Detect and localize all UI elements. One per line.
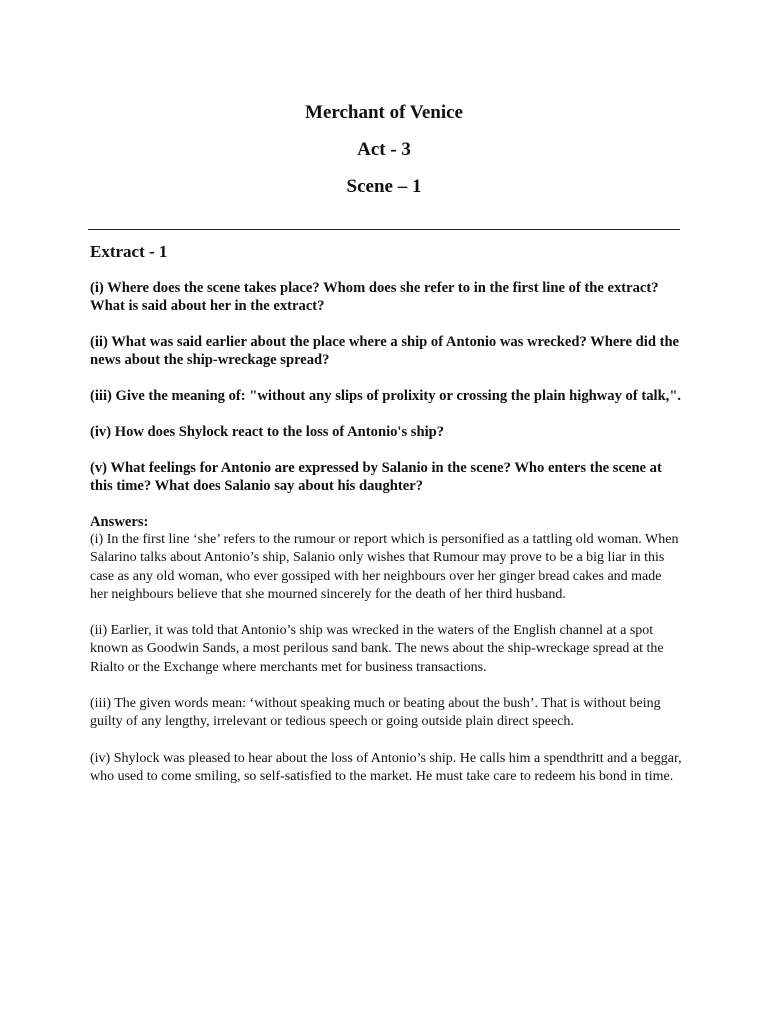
question-2: (ii) What was said earlier about the place where a ship of Antonio was wrecked? Where did the news about the ship-wreckage spread? [90, 334, 680, 368]
answer-4: (iv) Shylock was pleased to hear about the loss of Antonio’s ship. He calls him a spendthritt and a beggar, who used to come smiling, so self-satisfied to the market. He must take care to redeem his bond in time. [90, 750, 682, 784]
answer-1: (i) In the first line ‘she’ refers to the rumour or report which is personified as a tattling old woman. When Salarino talks about Antonio’s ship, Salanio only wishes that Rumour may prove to be a big liar in this case as any old woman, who ever gossiped with her neighbours over her ginger bread cakes and made her neighbours believe that she mourned sincerely for the death of her third husband. [90, 532, 679, 602]
question-3: (iii) Give the meaning of: "without any slips of prolixity or crossing the plain highway of talk,". [90, 388, 682, 404]
scene-heading: Scene – 1 [346, 176, 422, 197]
act-heading: Act - 3 [357, 139, 411, 160]
horizontal-rule [88, 229, 680, 230]
question-1: (i) Where does the scene takes place? Whom does she refer to in the first line of the extract? What is said about her in the extract? [90, 280, 659, 314]
answer-3: (iii) The given words mean: ‘without speaking much or beating about the bush’. That is without being guilty of any lengthy, irrelevant or tedious speech or going outside plain direct speech. [90, 696, 661, 730]
question-4: (iv) How does Shylock react to the loss of Antonio's ship? [90, 424, 445, 440]
extract-section [90, 241, 682, 804]
answers-label: Answers: [90, 514, 149, 530]
extract-heading: Extract - 1 [90, 242, 168, 261]
answer-2: (ii) Earlier, it was told that Antonio’s ship was wrecked in the waters of the English channel at a spot known as Goodwin Sands, a most perilous sand bank. The news about the ship-wreckage spread at the Rialto or the Exchange where merchants met for business transactions. [90, 623, 664, 675]
question-5: (v) What feelings for Antonio are expressed by Salanio in the scene? Who enters the scene at this time? What does Salanio say about his daughter? [90, 460, 662, 494]
title-block [0, 94, 768, 205]
document-title: Merchant of Venice [305, 102, 463, 123]
